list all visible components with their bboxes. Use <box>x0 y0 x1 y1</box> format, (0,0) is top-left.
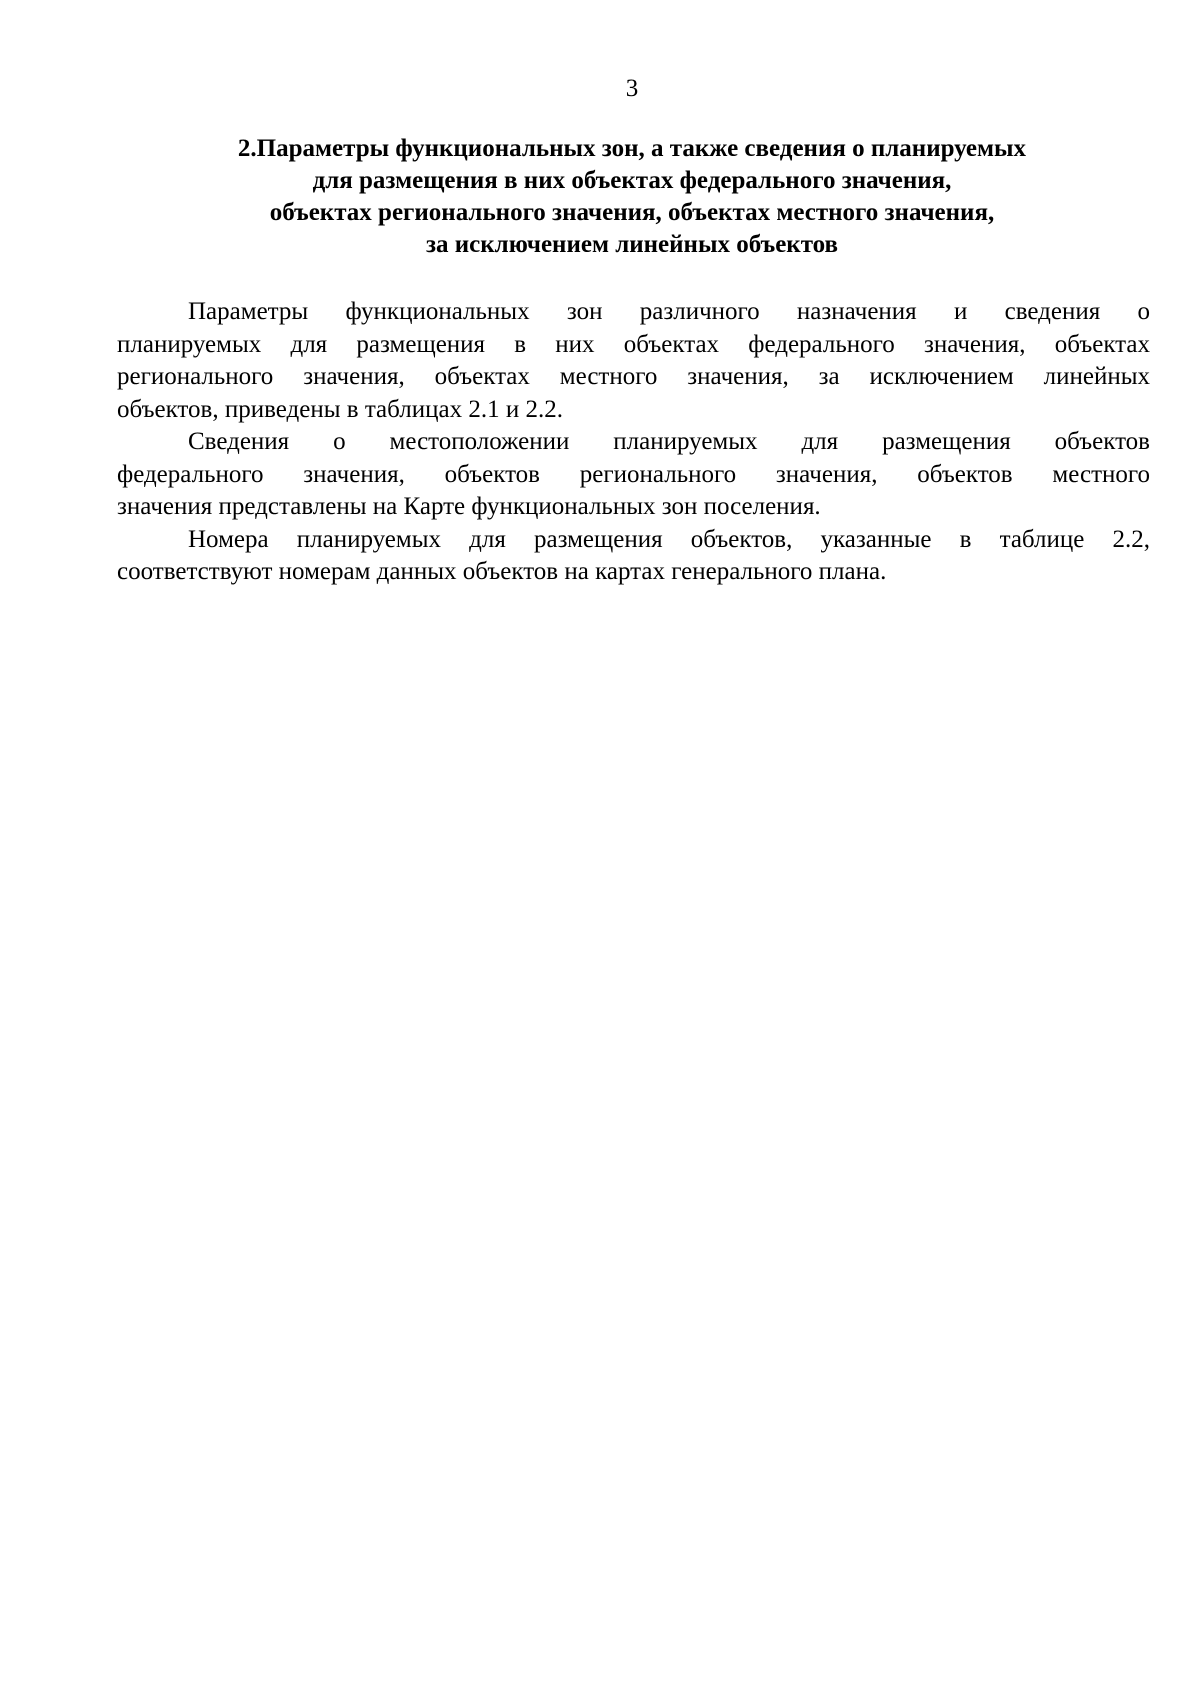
paragraph-line: федерального значения, объектов регионального значения, объектов местного <box>117 460 1150 488</box>
section-heading-line: 2.Параметры функциональных зон, а также сведения о планируемых <box>237 135 1027 162</box>
section-heading-line: для размещения в них объектах федерального значения, <box>312 167 952 194</box>
section-heading <box>140 133 1124 261</box>
paragraph-line: значения представлены на Карте функциональных зон поселения. <box>117 493 821 520</box>
body-text <box>117 296 1150 589</box>
section-heading-line: объектах регионального значения, объектах местного значения, <box>269 199 995 226</box>
page-number: 3 <box>625 75 639 102</box>
paragraph-line: Номера планируемых для размещения объектов, указанные в таблице 2.2, <box>188 525 1150 553</box>
section-heading-line: за исключением линейных объектов <box>425 231 839 258</box>
paragraph-zone-parameters <box>117 296 1150 426</box>
paragraph-object-numbers <box>117 524 1150 589</box>
paragraph-line: Параметры функциональных зон различного назначения и сведения о <box>188 298 1150 325</box>
paragraph-object-locations <box>117 426 1150 524</box>
paragraph-line: соответствуют номерам данных объектов на картах генерального плана. <box>117 558 887 585</box>
paragraph-line: Сведения о местоположении планируемых для размещения объектов <box>188 428 1150 455</box>
paragraph-line: планируемых для размещения в них объектах федерального значения, объектах <box>117 330 1150 358</box>
paragraph-line: регионального значения, объектах местного значения, за исключением линейных <box>117 363 1150 390</box>
paragraph-line: объектов, приведены в таблицах 2.1 и 2.2. <box>117 395 563 423</box>
